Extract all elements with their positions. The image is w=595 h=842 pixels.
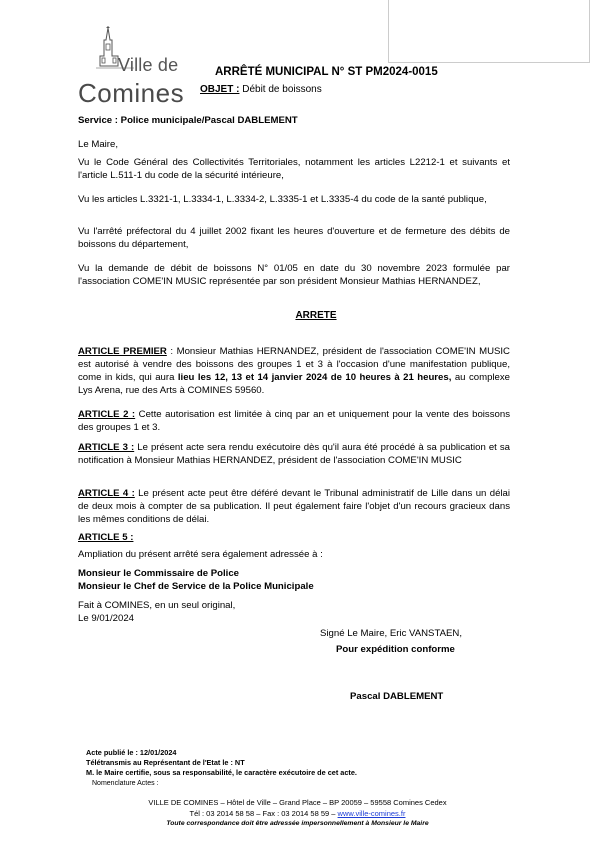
article-3 — [78, 441, 510, 467]
logo-line2: Comines — [78, 78, 185, 108]
article-4 — [78, 487, 510, 526]
signatory-name: Pascal DABLEMENT — [350, 691, 444, 702]
decree-date: Le 9/01/2024 — [78, 613, 135, 624]
arrete-heading: ARRETE — [295, 310, 337, 321]
website-link[interactable]: www.ville-comines.fr — [337, 809, 406, 818]
footer-contact — [0, 808, 595, 819]
article-4-text: Le présent acte peut être déféré devant le Tribunal administratif de Lille dans un délai de deux mois à compter de sa publication. Il peut également faire l'objet d'un recours gracieux dans les mêmes conditions de délai. — [78, 488, 511, 525]
article-1-dates: lieu les 12, 13 et 14 janvier 2024 de 10 heures à 21 heures, — [177, 372, 452, 383]
logo-line1: Ville de — [118, 55, 179, 75]
fait-a: Fait à COMINES, en un seul original, — [78, 600, 236, 611]
nomenclature: Nomenclature Actes : — [92, 780, 159, 787]
article-1-text-a: : Monsieur Mathias HERNANDEZ, président de l'association COME'IN MUSIC est autorisé à vendre des boissons des groupes 1 et 3 à l'occasion d'une manifestation publique, come in kids, qui aura — [78, 346, 510, 383]
recipient-2: Monsieur le Chef de Service de la Police Municipale — [78, 581, 314, 592]
objet-line — [200, 84, 322, 95]
le-maire: Le Maire, — [78, 139, 118, 150]
recipient-1: Monsieur le Commissaire de Police — [78, 568, 240, 579]
article-3-label: ARTICLE 3 : — [78, 442, 135, 453]
considerant-1: Vu le Code Général des Collectivités Territoriales, notamment les articles L2212-1 et suivants et l'article L.511-1 du code de la sécurité intérieure, — [78, 157, 510, 181]
teletransmis: Télétransmis au Représentant de l'Etat le : NT — [86, 758, 245, 767]
ampliation: Ampliation du présent arrêté sera également adressée à : — [78, 549, 323, 560]
considerant-3: Vu l'arrêté préfectoral du 4 juillet 2002 fixant les heures d'ouverture et de fermeture des débits de boissons du département, — [78, 226, 510, 250]
article-2 — [78, 408, 510, 434]
stamp-box — [388, 0, 590, 63]
article-1-text-c: au complexe Lys Arena, rue des Arts à COMINES 59560. — [78, 372, 511, 396]
footer-address: VILLE DE COMINES – Hôtel de Ville – Grand Place – BP 20059 – 59558 Comines Cedex — [148, 798, 447, 807]
pour-expedition: Pour expédition conforme — [336, 644, 455, 655]
article-5-label: ARTICLE 5 : — [78, 532, 134, 543]
article-3-text: Le présent acte sera rendu exécutoire dès qu'il aura été procédé à sa publication et sa notification à Monsieur Mathias HERNANDEZ, président de l'association COME'IN MUSIC — [78, 442, 511, 466]
footer-phone: Tél : 03 2014 58 58 – Fax : 03 2014 58 59 – — [189, 809, 338, 818]
objet-text: Débit de boissons — [242, 84, 322, 95]
service-line: Service : Police municipale/Pascal DABLEMENT — [78, 115, 298, 126]
article-1-label: ARTICLE PREMIER — [78, 346, 167, 357]
decree-title: ARRÊTÉ MUNICIPAL N° ST PM2024-0015 — [215, 66, 438, 78]
article-2-text: Cette autorisation est limitée à cinq par an et uniquement pour la vente des boissons des groupes 1 et 3. — [78, 409, 510, 433]
considerant-4: Vu la demande de débit de boissons N° 01/05 en date du 30 novembre 2023 formulée par l'association COME'IN MUSIC représentée par son président Monsieur Mathias HERNANDEZ, — [78, 263, 510, 287]
article-2-label: ARTICLE 2 : — [78, 409, 136, 420]
signature-line: Signé Le Maire, Eric VANSTAEN, — [320, 628, 462, 639]
article-4-label: ARTICLE 4 : — [78, 488, 135, 499]
article-1 — [78, 345, 510, 397]
publie-le: Acte publié le : 12/01/2024 — [86, 748, 177, 757]
article-5 — [78, 531, 510, 544]
footer-note: Toute correspondance doit être adressée impersonnellement à Monsieur le Maire — [166, 820, 429, 827]
objet-label: OBJET : — [200, 84, 240, 95]
considerant-2: Vu les articles L.3321-1, L.3334-1, L.3334-2, L.3335-1 et L.3335-4 du code de la santé publique, — [78, 194, 487, 205]
footer-publication — [86, 748, 506, 778]
certifie: M. le Maire certifie, sous sa responsabilité, le caractère exécutoire de cet acte. — [86, 768, 357, 777]
